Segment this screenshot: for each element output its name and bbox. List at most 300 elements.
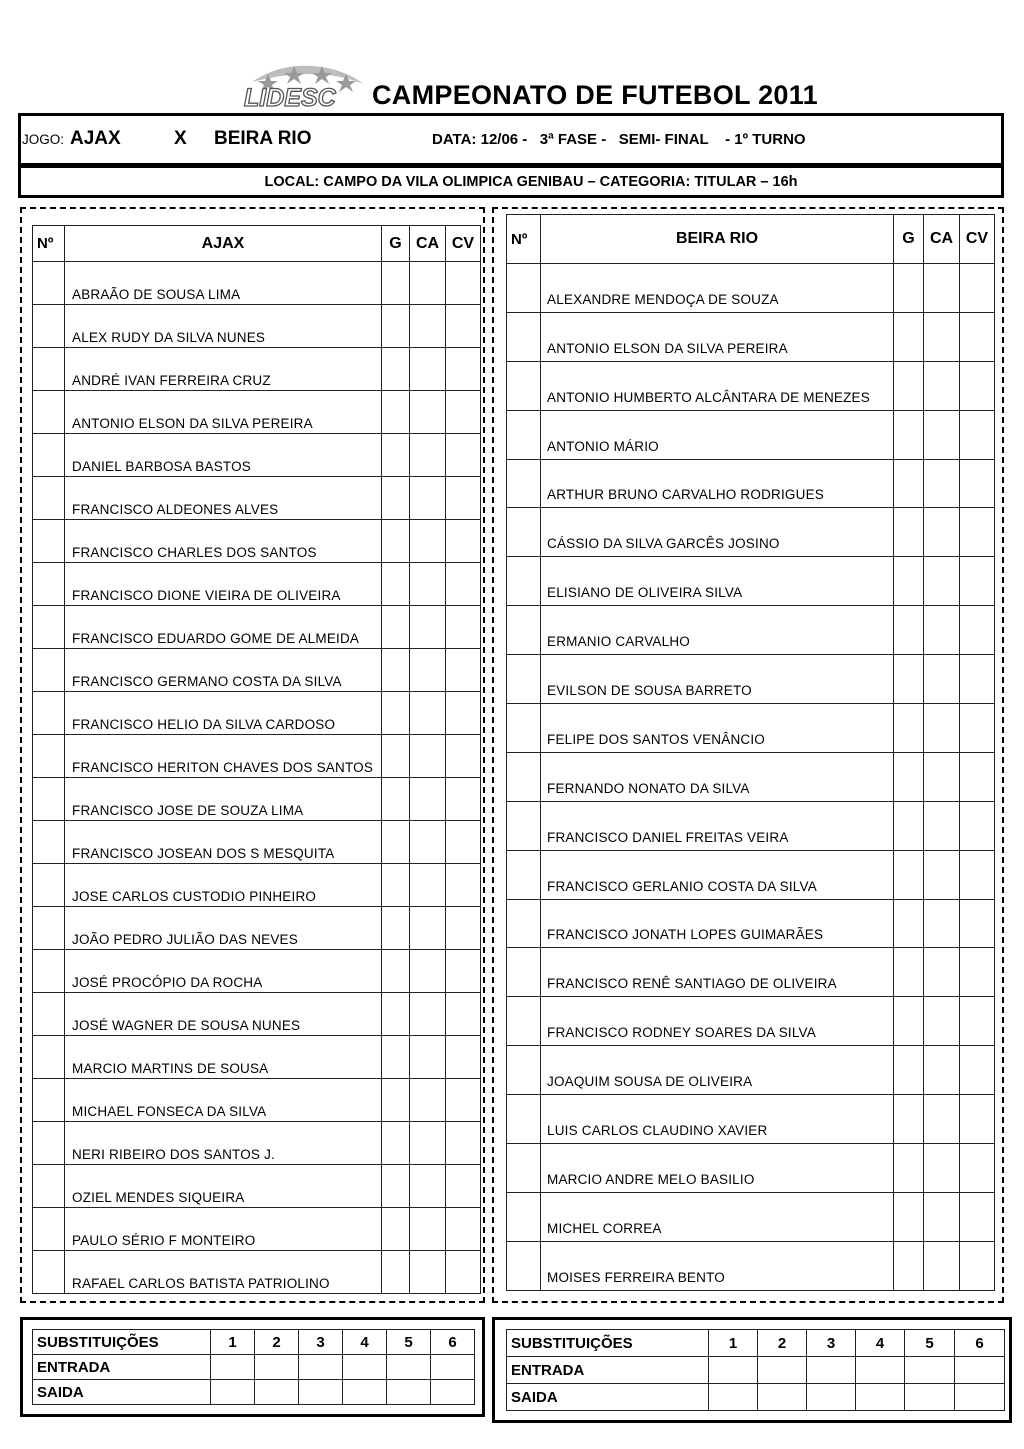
player-row: [33, 520, 481, 563]
player-name: ELISIANO DE OLIVEIRA SILVA: [541, 557, 894, 606]
goals-cell[interactable]: [894, 606, 924, 655]
yellow-card-cell[interactable]: [410, 434, 446, 477]
left-substitutions-table: [32, 1329, 475, 1405]
number-cell[interactable]: [33, 1208, 65, 1251]
goals-cell[interactable]: [382, 735, 410, 778]
red-card-cell[interactable]: [446, 520, 481, 563]
player-row: [33, 477, 481, 520]
entry-cell[interactable]: [856, 1357, 905, 1384]
red-card-cell[interactable]: [960, 948, 995, 997]
player-name: OZIEL MENDES SIQUEIRA: [65, 1165, 382, 1208]
goals-cell[interactable]: [894, 1095, 924, 1144]
number-cell[interactable]: [33, 1165, 65, 1208]
player-row: [33, 864, 481, 907]
yellow-card-cell[interactable]: [410, 606, 446, 649]
red-card-cell[interactable]: [960, 1192, 995, 1241]
svg-text:LIDESC: LIDESC: [244, 84, 336, 112]
yellow-card-cell[interactable]: [410, 950, 446, 993]
player-name: FRANCISCO RENÊ SANTIAGO DE OLIVEIRA: [541, 948, 894, 997]
red-card-cell[interactable]: [446, 821, 481, 864]
yellow-card-cell[interactable]: [924, 704, 960, 753]
number-cell[interactable]: [33, 735, 65, 778]
goals-cell[interactable]: [382, 1251, 410, 1294]
player-row: [507, 997, 995, 1046]
red-card-cell[interactable]: [446, 563, 481, 606]
goals-cell[interactable]: [382, 692, 410, 735]
entry-cell[interactable]: [299, 1355, 343, 1380]
player-row: [33, 778, 481, 821]
number-cell[interactable]: [33, 907, 65, 950]
red-card-cell[interactable]: [446, 1122, 481, 1165]
yellow-card-cell[interactable]: [410, 1122, 446, 1165]
red-card-cell[interactable]: [960, 508, 995, 557]
number-cell[interactable]: [507, 312, 541, 361]
goals-cell[interactable]: [894, 997, 924, 1046]
exit-cell[interactable]: [387, 1380, 431, 1405]
entry-cell[interactable]: [431, 1355, 475, 1380]
exit-cell[interactable]: [905, 1384, 955, 1411]
goals-cell[interactable]: [382, 1079, 410, 1122]
yellow-card-cell[interactable]: [924, 899, 960, 948]
match-info-line: [20, 128, 980, 154]
red-card-cell[interactable]: [446, 649, 481, 692]
lidesc-logo: [238, 60, 372, 112]
yellow-card-cell[interactable]: [924, 361, 960, 410]
goals-cell[interactable]: [894, 801, 924, 850]
entry-cell[interactable]: [807, 1357, 856, 1384]
exit-cell[interactable]: [299, 1380, 343, 1405]
red-card-cell[interactable]: [446, 391, 481, 434]
red-card-cell[interactable]: [960, 899, 995, 948]
yellow-card-cell[interactable]: [924, 997, 960, 1046]
exit-cell[interactable]: [343, 1380, 387, 1405]
player-name: MARCIO MARTINS DE SOUSA: [65, 1036, 382, 1079]
entrada-label: ENTRADA: [33, 1355, 211, 1380]
team-b-name: BEIRA RIO: [214, 128, 312, 149]
player-name: PAULO SÉRIO F MONTEIRO: [65, 1208, 382, 1251]
red-card-cell[interactable]: [960, 1095, 995, 1144]
goals-cell[interactable]: [382, 993, 410, 1036]
goals-cell[interactable]: [894, 361, 924, 410]
number-cell[interactable]: [33, 520, 65, 563]
exit-cell[interactable]: [431, 1380, 475, 1405]
red-card-cell[interactable]: [960, 704, 995, 753]
goals-cell[interactable]: [894, 899, 924, 948]
red-card-cell[interactable]: [446, 1208, 481, 1251]
player-name: ERMANIO CARVALHO: [541, 606, 894, 655]
number-cell[interactable]: [507, 948, 541, 997]
yellow-card-cell[interactable]: [410, 262, 446, 305]
yellow-card-cell[interactable]: [410, 778, 446, 821]
player-row: [33, 1165, 481, 1208]
number-cell[interactable]: [507, 704, 541, 753]
yellow-card-cell[interactable]: [924, 1241, 960, 1290]
player-name: FRANCISCO DANIEL FREITAS VEIRA: [541, 801, 894, 850]
number-cell[interactable]: [33, 477, 65, 520]
red-card-cell[interactable]: [446, 348, 481, 391]
yellow-card-cell[interactable]: [410, 520, 446, 563]
goals-cell[interactable]: [894, 655, 924, 704]
red-card-cell[interactable]: [960, 361, 995, 410]
goals-cell[interactable]: [894, 557, 924, 606]
sub-number: 6: [431, 1330, 475, 1355]
yellow-card-cell[interactable]: [924, 312, 960, 361]
number-cell[interactable]: [507, 1241, 541, 1290]
right-team-heading: BEIRA RIO: [541, 215, 894, 264]
player-name: FRANCISCO CHARLES DOS SANTOS: [65, 520, 382, 563]
player-row: [33, 262, 481, 305]
player-name: ANDRÉ IVAN FERREIRA CRUZ: [65, 348, 382, 391]
player-row: [33, 950, 481, 993]
red-card-cell[interactable]: [960, 264, 995, 313]
yellow-card-cell[interactable]: [924, 801, 960, 850]
entrada-row: [507, 1357, 1005, 1384]
player-name: MARCIO ANDRE MELO BASILIO: [541, 1144, 894, 1193]
goals-cell[interactable]: [382, 391, 410, 434]
col-red-cards: CV: [446, 226, 481, 262]
number-cell[interactable]: [33, 692, 65, 735]
goals-cell[interactable]: [382, 950, 410, 993]
number-cell[interactable]: [33, 993, 65, 1036]
versus-label: X: [174, 128, 187, 149]
yellow-card-cell[interactable]: [410, 993, 446, 1036]
player-name: FRANCISCO GERLANIO COSTA DA SILVA: [541, 850, 894, 899]
player-name: FRANCISCO EDUARDO GOME DE ALMEIDA: [65, 606, 382, 649]
player-row: [33, 1079, 481, 1122]
red-card-cell[interactable]: [960, 459, 995, 508]
red-card-cell[interactable]: [446, 692, 481, 735]
red-card-cell[interactable]: [446, 735, 481, 778]
yellow-card-cell[interactable]: [410, 649, 446, 692]
player-row: [507, 1241, 995, 1290]
player-name: MICHEL CORREA: [541, 1192, 894, 1241]
number-cell[interactable]: [507, 508, 541, 557]
player-row: [33, 735, 481, 778]
red-card-cell[interactable]: [960, 1046, 995, 1095]
exit-cell[interactable]: [211, 1380, 255, 1405]
yellow-card-cell[interactable]: [924, 1144, 960, 1193]
red-card-cell[interactable]: [960, 312, 995, 361]
left-roster-header: [33, 226, 481, 262]
entry-cell[interactable]: [709, 1357, 758, 1384]
yellow-card-cell[interactable]: [410, 735, 446, 778]
local-category-text: LOCAL: CAMPO DA VILA OLIMPICA GENIBAU – CATEGORIA: TITULAR – 16h: [264, 174, 798, 190]
player-name: FELIPE DOS SANTOS VENÂNCIO: [541, 704, 894, 753]
red-card-cell[interactable]: [960, 655, 995, 704]
exit-cell[interactable]: [807, 1384, 856, 1411]
goals-cell[interactable]: [894, 459, 924, 508]
number-cell[interactable]: [507, 899, 541, 948]
red-card-cell[interactable]: [960, 801, 995, 850]
goals-cell[interactable]: [382, 477, 410, 520]
goals-cell[interactable]: [894, 312, 924, 361]
yellow-card-cell[interactable]: [924, 948, 960, 997]
number-cell[interactable]: [33, 821, 65, 864]
red-card-cell[interactable]: [446, 434, 481, 477]
sub-number: 3: [299, 1330, 343, 1355]
goals-cell[interactable]: [894, 264, 924, 313]
yellow-card-cell[interactable]: [924, 606, 960, 655]
number-cell[interactable]: [33, 1122, 65, 1165]
sub-number: 2: [758, 1330, 807, 1357]
yellow-card-cell[interactable]: [410, 692, 446, 735]
col-red-cards: CV: [960, 215, 995, 264]
red-card-cell[interactable]: [960, 752, 995, 801]
yellow-card-cell[interactable]: [924, 1095, 960, 1144]
red-card-cell[interactable]: [960, 606, 995, 655]
number-cell[interactable]: [507, 850, 541, 899]
yellow-card-cell[interactable]: [410, 348, 446, 391]
goals-cell[interactable]: [382, 348, 410, 391]
number-cell[interactable]: [507, 459, 541, 508]
yellow-card-cell[interactable]: [924, 1192, 960, 1241]
red-card-cell[interactable]: [960, 410, 995, 459]
jogo-label: JOGO:: [22, 132, 65, 147]
player-name: ANTONIO ELSON DA SILVA PEREIRA: [541, 312, 894, 361]
left-roster-table: [32, 225, 481, 1294]
yellow-card-cell[interactable]: [924, 459, 960, 508]
number-cell[interactable]: [33, 305, 65, 348]
goals-cell[interactable]: [382, 864, 410, 907]
red-card-cell[interactable]: [446, 778, 481, 821]
number-cell[interactable]: [33, 778, 65, 821]
entrada-label: ENTRADA: [507, 1357, 709, 1384]
number-cell[interactable]: [507, 1144, 541, 1193]
yellow-card-cell[interactable]: [924, 850, 960, 899]
number-cell[interactable]: [507, 1192, 541, 1241]
substitutions-label: SUBSTITUIÇÕES: [507, 1330, 709, 1357]
sub-number: 2: [255, 1330, 299, 1355]
player-name: FERNANDO NONATO DA SILVA: [541, 752, 894, 801]
number-cell[interactable]: [507, 410, 541, 459]
red-card-cell[interactable]: [446, 1079, 481, 1122]
yellow-card-cell[interactable]: [924, 264, 960, 313]
red-card-cell[interactable]: [960, 850, 995, 899]
number-cell[interactable]: [507, 655, 541, 704]
player-name: FRANCISCO RODNEY SOARES DA SILVA: [541, 997, 894, 1046]
number-cell[interactable]: [33, 262, 65, 305]
yellow-card-cell[interactable]: [410, 907, 446, 950]
number-cell[interactable]: [507, 557, 541, 606]
entry-cell[interactable]: [343, 1355, 387, 1380]
player-row: [33, 821, 481, 864]
number-cell[interactable]: [507, 1095, 541, 1144]
player-row: [33, 305, 481, 348]
player-row: [33, 649, 481, 692]
number-cell[interactable]: [33, 391, 65, 434]
yellow-card-cell[interactable]: [410, 1036, 446, 1079]
goals-cell[interactable]: [382, 907, 410, 950]
yellow-card-cell[interactable]: [924, 752, 960, 801]
saida-row: [33, 1380, 475, 1405]
player-name: FRANCISCO ALDEONES ALVES: [65, 477, 382, 520]
number-cell[interactable]: [507, 1046, 541, 1095]
player-name: ANTONIO ELSON DA SILVA PEREIRA: [65, 391, 382, 434]
yellow-card-cell[interactable]: [410, 305, 446, 348]
red-card-cell[interactable]: [446, 950, 481, 993]
number-cell[interactable]: [33, 864, 65, 907]
yellow-card-cell[interactable]: [924, 655, 960, 704]
goals-cell[interactable]: [894, 1046, 924, 1095]
goals-cell[interactable]: [894, 752, 924, 801]
player-row: [507, 361, 995, 410]
saida-label: SAIDA: [507, 1384, 709, 1411]
goals-cell[interactable]: [894, 410, 924, 459]
number-cell[interactable]: [507, 997, 541, 1046]
red-card-cell[interactable]: [446, 993, 481, 1036]
goals-cell[interactable]: [894, 850, 924, 899]
number-cell[interactable]: [33, 563, 65, 606]
local-box: [18, 165, 1004, 198]
yellow-card-cell[interactable]: [410, 864, 446, 907]
player-name: MOISES FERREIRA BENTO: [541, 1241, 894, 1290]
yellow-card-cell[interactable]: [410, 1079, 446, 1122]
sub-number: 1: [211, 1330, 255, 1355]
yellow-card-cell[interactable]: [924, 1046, 960, 1095]
number-cell[interactable]: [33, 348, 65, 391]
goals-cell[interactable]: [382, 262, 410, 305]
player-name: MICHAEL FONSECA DA SILVA: [65, 1079, 382, 1122]
player-row: [507, 850, 995, 899]
yellow-card-cell[interactable]: [410, 1208, 446, 1251]
player-row: [33, 391, 481, 434]
goals-cell[interactable]: [894, 948, 924, 997]
player-name: ABRAÃO DE SOUSA LIMA: [65, 262, 382, 305]
number-cell[interactable]: [33, 1079, 65, 1122]
sub-number: 4: [856, 1330, 905, 1357]
player-name: JOÃO PEDRO JULIÃO DAS NEVES: [65, 907, 382, 950]
player-row: [507, 557, 995, 606]
goals-cell[interactable]: [894, 1144, 924, 1193]
goals-cell[interactable]: [382, 649, 410, 692]
entry-cell[interactable]: [387, 1355, 431, 1380]
exit-cell[interactable]: [709, 1384, 758, 1411]
yellow-card-cell[interactable]: [924, 508, 960, 557]
goals-cell[interactable]: [382, 1208, 410, 1251]
exit-cell[interactable]: [758, 1384, 807, 1411]
number-cell[interactable]: [507, 264, 541, 313]
red-card-cell[interactable]: [446, 1036, 481, 1079]
col-number: Nº: [33, 226, 65, 262]
entry-cell[interactable]: [758, 1357, 807, 1384]
goals-cell[interactable]: [382, 1036, 410, 1079]
goals-cell[interactable]: [382, 778, 410, 821]
yellow-card-cell[interactable]: [924, 410, 960, 459]
player-name: LUIS CARLOS CLAUDINO XAVIER: [541, 1095, 894, 1144]
goals-cell[interactable]: [382, 821, 410, 864]
yellow-card-cell[interactable]: [410, 1165, 446, 1208]
player-name: EVILSON DE SOUSA BARRETO: [541, 655, 894, 704]
entry-cell[interactable]: [905, 1357, 955, 1384]
col-number: Nº: [507, 215, 541, 264]
yellow-card-cell[interactable]: [410, 563, 446, 606]
red-card-cell[interactable]: [960, 1144, 995, 1193]
red-card-cell[interactable]: [446, 907, 481, 950]
number-cell[interactable]: [507, 361, 541, 410]
player-row: [33, 692, 481, 735]
red-card-cell[interactable]: [960, 997, 995, 1046]
number-cell[interactable]: [33, 434, 65, 477]
goals-cell[interactable]: [382, 305, 410, 348]
goals-cell[interactable]: [382, 434, 410, 477]
yellow-card-cell[interactable]: [410, 821, 446, 864]
number-cell[interactable]: [33, 950, 65, 993]
player-row: [33, 606, 481, 649]
player-row: [507, 655, 995, 704]
player-row: [33, 1208, 481, 1251]
red-card-cell[interactable]: [446, 864, 481, 907]
player-name: ANTONIO HUMBERTO ALCÂNTARA DE MENEZES: [541, 361, 894, 410]
red-card-cell[interactable]: [446, 606, 481, 649]
player-row: [507, 1046, 995, 1095]
goals-cell[interactable]: [382, 520, 410, 563]
number-cell[interactable]: [33, 606, 65, 649]
substitutions-label: SUBSTITUIÇÕES: [33, 1330, 211, 1355]
goals-cell[interactable]: [382, 1165, 410, 1208]
player-row: [507, 606, 995, 655]
saida-label: SAIDA: [33, 1380, 211, 1405]
yellow-card-cell[interactable]: [924, 557, 960, 606]
entry-cell[interactable]: [955, 1357, 1005, 1384]
red-card-cell[interactable]: [960, 557, 995, 606]
goals-cell[interactable]: [894, 1241, 924, 1290]
number-cell[interactable]: [33, 1251, 65, 1294]
goals-cell[interactable]: [382, 563, 410, 606]
number-cell[interactable]: [507, 606, 541, 655]
player-name: JOSE CARLOS CUSTODIO PINHEIRO: [65, 864, 382, 907]
goals-cell[interactable]: [382, 1122, 410, 1165]
sub-number: 1: [709, 1330, 758, 1357]
entry-cell[interactable]: [255, 1355, 299, 1380]
red-card-cell[interactable]: [446, 1165, 481, 1208]
number-cell[interactable]: [507, 752, 541, 801]
player-row: [507, 459, 995, 508]
number-cell[interactable]: [507, 801, 541, 850]
player-row: [507, 899, 995, 948]
exit-cell[interactable]: [955, 1384, 1005, 1411]
yellow-card-cell[interactable]: [410, 477, 446, 520]
goals-cell[interactable]: [382, 606, 410, 649]
red-card-cell[interactable]: [446, 305, 481, 348]
team-a-name: AJAX: [70, 128, 121, 149]
yellow-card-cell[interactable]: [410, 391, 446, 434]
red-card-cell[interactable]: [960, 1241, 995, 1290]
number-cell[interactable]: [33, 1036, 65, 1079]
entry-cell[interactable]: [211, 1355, 255, 1380]
substitutions-header-row: [33, 1330, 475, 1355]
player-row: [33, 1036, 481, 1079]
player-row: [507, 948, 995, 997]
player-row: [507, 1144, 995, 1193]
goals-cell[interactable]: [894, 1192, 924, 1241]
red-card-cell[interactable]: [446, 1251, 481, 1294]
red-card-cell[interactable]: [446, 477, 481, 520]
sub-number: 3: [807, 1330, 856, 1357]
red-card-cell[interactable]: [446, 262, 481, 305]
goals-cell[interactable]: [894, 704, 924, 753]
player-name: NERI RIBEIRO DOS SANTOS J.: [65, 1122, 382, 1165]
saida-row: [507, 1384, 1005, 1411]
yellow-card-cell[interactable]: [410, 1251, 446, 1294]
player-name: ALEX RUDY DA SILVA NUNES: [65, 305, 382, 348]
number-cell[interactable]: [33, 649, 65, 692]
player-name: ARTHUR BRUNO CARVALHO RODRIGUES: [541, 459, 894, 508]
exit-cell[interactable]: [856, 1384, 905, 1411]
exit-cell[interactable]: [255, 1380, 299, 1405]
right-roster-table: [506, 214, 995, 1291]
left-team-heading: AJAX: [65, 226, 382, 262]
goals-cell[interactable]: [894, 508, 924, 557]
